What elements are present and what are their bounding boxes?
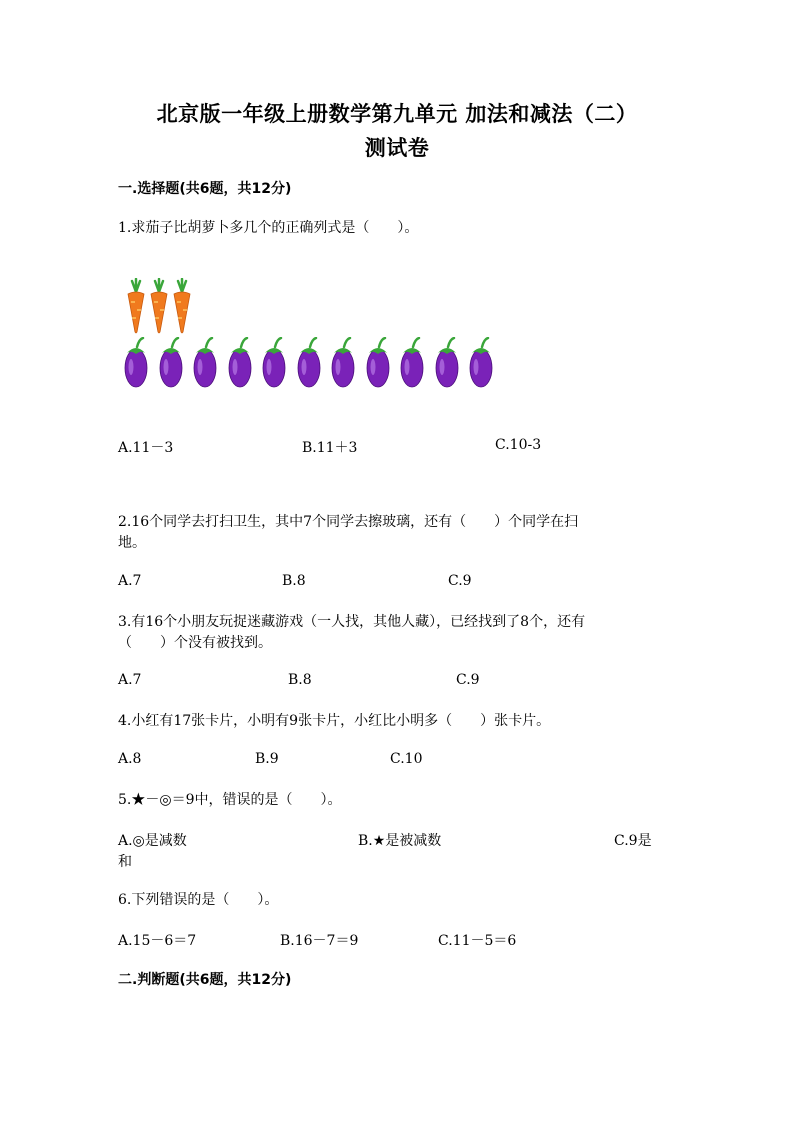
question-1-option-b[interactable]: B.11＋3 xyxy=(302,440,358,456)
eggplant-icon xyxy=(192,337,218,389)
question-3-option-c[interactable]: C.9 xyxy=(456,672,480,688)
question-6-option-c[interactable]: C.11－5＝6 xyxy=(438,933,517,949)
page-subtitle: 测试卷 xyxy=(364,135,430,160)
question-5-option-a[interactable]: A.◎是减数 xyxy=(118,833,187,849)
carrot-icon xyxy=(125,278,147,334)
question-6-option-a[interactable]: A.15－6＝7 xyxy=(118,933,197,949)
question-1-option-a[interactable]: A.11－3 xyxy=(118,440,174,456)
question-5-option-c[interactable]: C.9是 xyxy=(614,833,652,849)
eggplant-icon xyxy=(296,337,322,389)
question-4-option-b[interactable]: B.9 xyxy=(255,751,279,767)
question-3-stem-line2: （ ）个没有被找到。 xyxy=(118,635,272,651)
question-1-stem: 1.求茄子比胡萝卜多几个的正确列式是（ ）。 xyxy=(118,220,419,236)
question-6-option-b[interactable]: B.16－7＝9 xyxy=(280,933,359,949)
question-3-option-b[interactable]: B.8 xyxy=(288,672,312,688)
question-5-stem: 5.★－◎＝9中，错误的是（ ）。 xyxy=(118,792,342,808)
eggplant-icon xyxy=(261,337,287,389)
page-title: 北京版一年级上册数学第九单元 加法和减法（二） xyxy=(156,101,638,126)
question-6-stem: 6.下列错误的是（ ）。 xyxy=(118,892,279,908)
question-3-option-a[interactable]: A.7 xyxy=(118,672,142,688)
section-heading-judgement: 二.判断题(共6题，共12分) xyxy=(118,972,292,988)
question-2-option-c[interactable]: C.9 xyxy=(448,573,472,589)
question-2-stem-line1: 2.16个同学去打扫卫生，其中7个同学去擦玻璃，还有（ ）个同学在扫 xyxy=(118,514,579,530)
question-4-option-c[interactable]: C.10 xyxy=(390,751,423,767)
carrot-icon xyxy=(148,278,170,334)
question-4-option-a[interactable]: A.8 xyxy=(118,751,142,767)
eggplant-icon xyxy=(330,337,356,389)
eggplant-icon xyxy=(399,337,425,389)
question-5-option-b[interactable]: B.★是被减数 xyxy=(358,833,442,849)
question-5-option-c-wrap: 和 xyxy=(118,854,132,870)
eggplant-icon xyxy=(123,337,149,389)
eggplant-icon xyxy=(434,337,460,389)
question-3-stem-line1: 3.有16个小朋友玩捉迷藏游戏（一人找，其他人藏），已经找到了8个，还有 xyxy=(118,614,586,630)
eggplant-icon xyxy=(468,337,494,389)
question-2-stem-line2: 地。 xyxy=(118,535,146,551)
question-2-option-a[interactable]: A.7 xyxy=(118,573,142,589)
section-heading-choice: 一.选择题(共6题，共12分) xyxy=(118,181,292,197)
question-4-stem: 4.小红有17张卡片，小明有9张卡片，小红比小明多（ ）张卡片。 xyxy=(118,713,551,729)
question-2-option-b[interactable]: B.8 xyxy=(282,573,306,589)
eggplant-icon xyxy=(227,337,253,389)
eggplant-icon xyxy=(158,337,184,389)
carrot-icon xyxy=(171,278,193,334)
question-1-option-c[interactable]: C.10-3 xyxy=(495,437,542,453)
eggplant-icon xyxy=(365,337,391,389)
